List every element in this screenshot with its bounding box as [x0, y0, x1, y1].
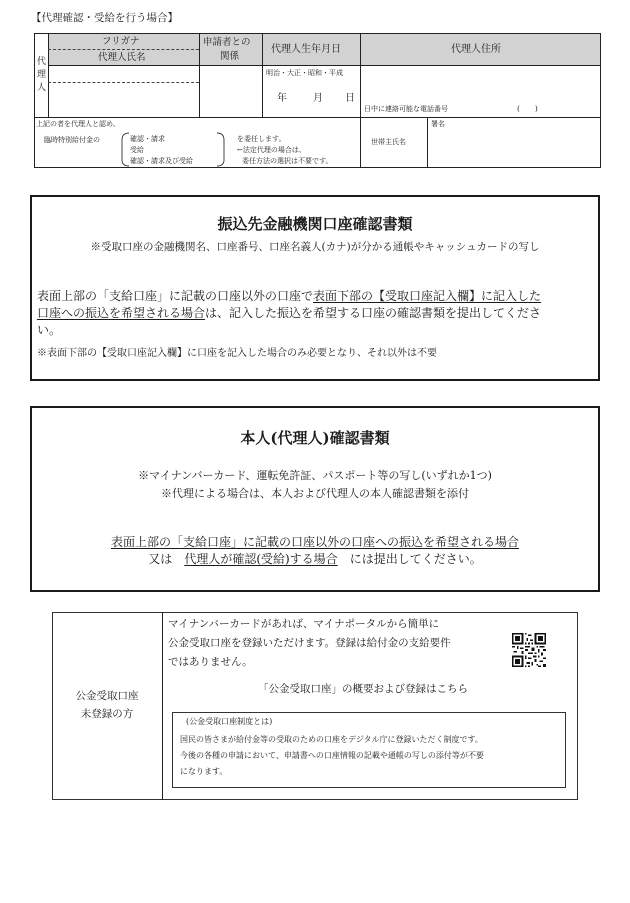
bank-box-body-line-2: 口座への振込を希望される場合は、記入した振込を希望する口座の確認書類を提出してくださ	[37, 306, 542, 320]
koukin-left-label-2: 未登録の方	[80, 708, 134, 720]
proxy-side-label-3: 人	[37, 83, 47, 93]
birthdate-label: 代理人生年月日	[271, 44, 341, 55]
koukin-inner-title: (公金受取口座制度とは)	[186, 717, 273, 726]
householder-label: 世帯主氏名	[371, 138, 406, 146]
bank-box-body-line-3: い。	[37, 323, 62, 337]
phone-parens[interactable]: ( )	[517, 104, 538, 113]
delegation-text-2: 臨時特別給付金の	[44, 136, 100, 144]
id-box-condition-2-underline: 代理人が確認(受給)する場合	[184, 552, 338, 566]
delegation-option-3[interactable]: 確認・請求及び受給	[130, 157, 193, 165]
furigana-input-cell[interactable]	[49, 66, 199, 82]
proxy-address-input-cell[interactable]	[361, 66, 600, 102]
bank-box-title: 振込先金融機関口座確認書類	[217, 215, 413, 233]
id-box-condition-1: 表面上部の「支給口座」に記載の口座以外の口座への振込を希望される場合	[110, 535, 519, 549]
proxy-side-label-1: 代	[37, 57, 47, 67]
signature-input-cell[interactable]	[428, 131, 600, 167]
relation-label-2: 関係	[220, 51, 240, 62]
id-box-condition-2: 又は 代理人が確認(受給)する場合 には提出してください。	[148, 552, 482, 566]
proxy-name-input-cell[interactable]	[49, 83, 199, 117]
koukin-inner-line-3: になります。	[180, 767, 228, 776]
proxy-name-label: 代理人氏名	[98, 52, 146, 63]
delegation-option-2[interactable]: 受給	[130, 146, 144, 154]
bank-body-underline-1: 表面下部の【受取口座記入欄】に記入した	[313, 289, 542, 303]
signature-label: 署名	[431, 120, 445, 128]
id-box-line-2: ※代理による場合は、本人および代理人の本人確認書類を添付	[161, 487, 469, 500]
qr-code-icon[interactable]	[512, 633, 546, 667]
furigana-label: フリガナ	[102, 36, 140, 47]
birth-year-unit: 年	[277, 93, 287, 104]
bank-box-note: ※表面下部の【受取口座記入欄】に口座を記入した場合のみ必要となり、それ以外は不要	[37, 348, 437, 359]
koukin-inner-line-1: 国民の皆さまが給付金等の受取のための口座をデジタル庁に登録いただく制度です。	[180, 735, 483, 744]
koukin-left-label-1: 公金受取口座	[75, 690, 139, 702]
delegation-note-2: ←法定代理の場合は、	[237, 146, 306, 154]
delegation-note-3: 委任方法の選択は不要です。	[242, 157, 333, 165]
address-label: 代理人住所	[451, 44, 501, 55]
proxy-heading: 【代理確認・受給を行う場合】	[31, 12, 178, 24]
era-options[interactable]: 明治・大正・昭和・平成	[266, 69, 343, 77]
koukin-registration-link[interactable]: 「公金受取口座」の概要および登録はこちら	[258, 683, 468, 695]
delegation-text-1: 上記の者を代理人と認め、	[36, 120, 120, 128]
proxy-side-label-2: 理	[37, 70, 47, 80]
birth-day-unit: 日	[345, 93, 355, 104]
bank-box-subtitle: ※受取口座の金融機関名、口座番号、口座名義人(カナ)が分かる通帳やキャッシュカードの写し	[90, 241, 540, 253]
bank-body-underline-2: 口座への振込を希望される場合	[37, 306, 206, 320]
phone-label: 日中に連絡可能な電話番号	[364, 105, 448, 113]
id-box-line-1: ※マイナンバーカード、運転免許証、パスポート等の写し(いずれか1つ)	[138, 469, 492, 482]
delegation-note-1: を委任します。	[237, 135, 286, 143]
koukin-inner-line-2: 今後の各種の申請において、申請書への口座情報の記載や通帳の写しの添付等が不要	[180, 751, 484, 760]
birth-month-unit: 月	[313, 93, 323, 104]
bank-box-body-line-1: 表面上部の「支給口座」に記載の口座以外の口座で表面下部の【受取口座記入欄】に記入した	[37, 289, 542, 303]
koukin-text-1: マイナンバーカードがあれば、マイナポータルから簡単に	[168, 618, 440, 630]
relation-label-1: 申請者との	[203, 37, 251, 48]
relation-input-cell[interactable]	[200, 66, 262, 117]
koukin-text-2: 公金受取口座を登録いただけます。登録は給付金の支給要件	[168, 637, 451, 649]
koukin-text-3: ではありません。	[168, 656, 253, 668]
delegation-option-1[interactable]: 確認・請求	[130, 135, 165, 143]
id-box-title: 本人(代理人)確認書類	[240, 429, 390, 447]
